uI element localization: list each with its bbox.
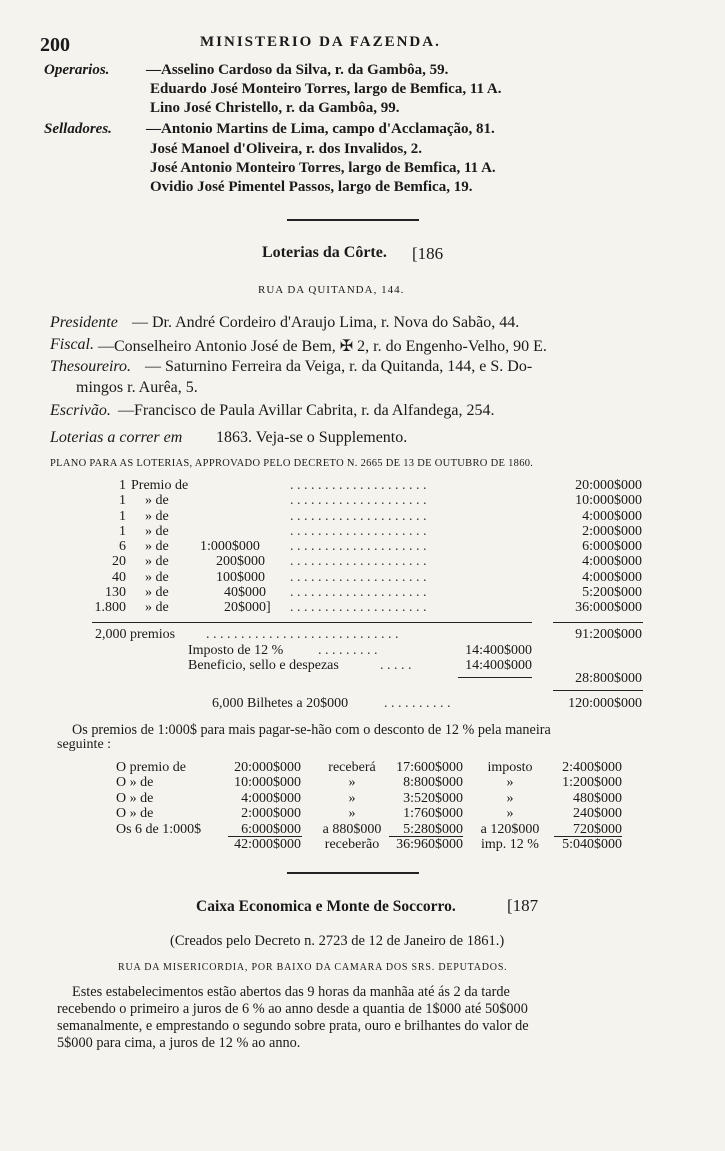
- desconto-cell: imposto: [487, 760, 533, 775]
- plano-label: » de: [145, 585, 169, 601]
- desconto-cell: 1:200$000: [562, 775, 622, 791]
- beneficio-value: 14:400$000: [465, 658, 532, 673]
- caixa-number: [187: [507, 896, 539, 915]
- selladores-label: Selladores.: [44, 121, 112, 137]
- plano-qty: 6: [119, 539, 126, 555]
- fiscal-label: Fiscal.: [50, 336, 94, 353]
- plano-rule: [553, 622, 643, 623]
- loterias-correr-label: Loterias a correr em: [50, 429, 183, 446]
- plano-total-column: [540, 478, 642, 616]
- beneficio-dots: . . . . .: [380, 658, 412, 673]
- loterias-address: RUA DA QUITANDA, 144.: [258, 284, 405, 296]
- desconto-text-2: seguinte :: [57, 737, 112, 752]
- caixa-text: recebendo o primeiro a juros de 6 % ao anno desde a quantia de 1$000 até 50$000: [57, 1001, 528, 1017]
- plano-qty-column: [80, 478, 126, 616]
- desconto-cell: O » de: [116, 790, 154, 806]
- caixa-text: 5$000 para cima, a juros de 12 % ao anno.: [57, 1035, 301, 1051]
- desconto-cell: 42:000$000: [234, 837, 301, 853]
- desconto-cell: 480$000: [573, 790, 622, 806]
- desconto-cell: »: [348, 806, 356, 822]
- plano-rule: [92, 622, 532, 623]
- plano-qty: 40: [112, 569, 126, 585]
- presidente-label: Presidente: [50, 314, 118, 331]
- desconto-col-c: [312, 760, 392, 852]
- desconto-cell: 5:040$000: [562, 837, 622, 853]
- desconto-cell: imp. 12 %: [481, 837, 539, 853]
- sellador-line: —Antonio Martins de Lima, campo d'Acclamação, 81.: [146, 121, 495, 137]
- desconto-col-d: [384, 760, 463, 852]
- desconto-cell: 8:800$000: [403, 775, 463, 791]
- plano-value: 40$000: [224, 585, 266, 601]
- desconto-cell: 5:280$000: [403, 821, 463, 837]
- loterias-correr-text: 1863. Veja-se o Supplemento.: [216, 429, 408, 446]
- page-number: 200: [40, 34, 70, 56]
- premios-label: 2,000 premios: [95, 627, 176, 642]
- operario-line: Eduardo José Monteiro Torres, largo de Bemfica, 11 A.: [150, 81, 502, 97]
- plano-heading: PLANO PARA AS LOTERIAS, APPROVADO PELO DECRETO N. 2665 DE 13 DE OUTUBRO DE 1860.: [50, 458, 534, 469]
- desconto-cell: 20:000$000: [234, 760, 301, 775]
- desconto-cell: 6:000$000: [241, 821, 301, 837]
- imposto-value: 14:400$000: [465, 643, 532, 658]
- plano-total: 10:000$000: [575, 493, 642, 509]
- plano-total: 4:000$000: [582, 508, 642, 524]
- operario-line: Lino José Christello, r. da Gambôa, 99.: [150, 100, 400, 116]
- desconto-cell: a 120$000: [480, 821, 540, 837]
- plano-qty: 1: [119, 478, 126, 493]
- plano-total: 20:000$000: [575, 478, 642, 493]
- plano-leader-dots: . . . . . . . . . . . . . . . . . . . . . . . . . . . . . . . . . . . . . . . . . . . . . . . . . . . . . . . . . . . . . . . . . . . . . . . . . . . . . . . . . . . . . . . . . . . . . . . . . . . . . . . . . . . . . . . . . . . . . . . . . . . . . . . . . . . . . . . . . . . . . . . . . . . . . . . . . . . . . . . . . . . . . . . . . . . . . . . . . . . .: [290, 478, 427, 616]
- caixa-text: semanalmente, e emprestando o segundo sobre prata, ouro e brilhantes do valor de: [57, 1018, 529, 1034]
- escrivao-label: Escrivão.: [50, 402, 111, 419]
- desconto-cell: O » de: [116, 806, 154, 822]
- desconto-cell: O premio de: [116, 760, 186, 775]
- imposto-label: Imposto de 12 %: [188, 643, 284, 658]
- imposto-dots: . . . . . . . . .: [318, 643, 378, 658]
- plano-value: [200, 509, 280, 524]
- plano-value: 20$000]: [224, 600, 271, 616]
- fiscal-text: —Conselheiro Antonio José de Bem, ✠ 2, r. do Engenho-Velho, 90 E.: [98, 338, 547, 355]
- desconto-cell: 2:000$000: [241, 806, 301, 822]
- plano-total: 4:000$000: [582, 569, 642, 585]
- plano-value-column: [200, 478, 280, 616]
- caixa-decree: (Creados pelo Decreto n. 2723 de 12 de Janeiro de 1861.): [170, 933, 505, 949]
- desconto-text: Os premios de 1:000$ para mais pagar-se-hão com o desconto de 12 % pela maneira: [72, 722, 551, 738]
- deductions-total: 28:800$000: [575, 671, 642, 686]
- desconto-cell: »: [348, 790, 356, 806]
- loterias-title: Loterias da Côrte.: [262, 244, 387, 261]
- plano-qty: 1: [119, 493, 126, 509]
- premios-total: 91:200$000: [575, 627, 642, 642]
- plano-total: 4:000$000: [582, 554, 642, 570]
- plano-qty: 1.800: [94, 600, 126, 616]
- caixa-address: RUA DA MISERICORDIA, POR BAIXO DA CAMARA DOS SRS. DEPUTADOS.: [118, 962, 508, 973]
- plano-total: 5:200$000: [582, 585, 642, 601]
- desconto-col-f: [548, 760, 622, 852]
- desconto-rule: [389, 836, 463, 837]
- desconto-cell: 36:960$000: [396, 837, 463, 853]
- beneficio-label: Beneficio, sello e despezas: [188, 658, 339, 673]
- desconto-cell: 1:760$000: [403, 806, 463, 822]
- plano-value: 200$000: [216, 554, 265, 570]
- operarios-label: Operarios.: [44, 62, 110, 78]
- plano-value: 1:000$000: [200, 539, 260, 555]
- bilhetes-label: 6,000 Bilhetes a 20$000: [212, 696, 349, 711]
- plano-qty: 1: [119, 508, 126, 524]
- desconto-cell: »: [506, 806, 514, 822]
- caixa-text: Estes estabelecimentos estão abertos das 9 horas da manhãa até ás 2 da tarde: [72, 984, 510, 1000]
- thesoureiro-label: Thesoureiro.: [50, 358, 132, 375]
- deductions-rule: [458, 677, 532, 678]
- premios-dots: . . . . . . . . . . . . . . . . . . . . . . . . . . . .: [206, 627, 399, 642]
- plano-label: » de: [145, 600, 169, 616]
- desconto-cell: 17:600$000: [396, 760, 463, 775]
- section-divider: [287, 872, 419, 874]
- desconto-col-e: [470, 760, 550, 852]
- loterias-number: [186: [412, 244, 444, 263]
- desconto-col-a: [116, 760, 211, 852]
- desconto-cell: [116, 837, 211, 852]
- plano-value: [200, 524, 280, 539]
- desconto-cell: receberá: [328, 760, 376, 775]
- escrivao-text: —Francisco de Paula Avillar Cabrita, r. da Alfandega, 254.: [118, 402, 495, 419]
- sellador-line: Ovidio José Pimentel Passos, largo de Bemfica, 19.: [150, 179, 473, 195]
- plano-label: » de: [145, 508, 169, 524]
- plano-total: 36:000$000: [575, 600, 642, 616]
- plano-label: » de: [145, 569, 169, 585]
- desconto-cell: 720$000: [573, 821, 622, 837]
- desconto-cell: »: [348, 775, 356, 791]
- desconto-cell: Os 6 de 1:000$: [116, 821, 202, 837]
- plano-label: » de: [145, 523, 169, 539]
- plano-total: 6:000$000: [582, 539, 642, 555]
- plano-label: Premio de: [131, 478, 189, 493]
- caixa-title: Caixa Economica e Monte de Soccorro.: [196, 898, 456, 915]
- sellador-line: José Antonio Monteiro Torres, largo de Bemfica, 11 A.: [150, 160, 496, 176]
- plano-qty: 130: [105, 585, 126, 601]
- presidente-text: — Dr. André Cordeiro d'Araujo Lima, r. Nova do Sabão, 44.: [132, 314, 520, 331]
- bilhetes-dots: . . . . . . . . . .: [384, 696, 451, 711]
- desconto-cell: a 880$000: [322, 821, 382, 837]
- plano-value: [200, 478, 280, 493]
- desconto-cell: »: [506, 775, 514, 791]
- thesoureiro-text: — Saturnino Ferreira da Veiga, r. da Quitanda, 144, e S. Do-: [145, 358, 533, 375]
- bilhetes-total: 120:000$000: [568, 696, 642, 711]
- plano-label: » de: [145, 554, 169, 570]
- operario-line: —Asselino Cardoso da Silva, r. da Gambôa, 59.: [146, 62, 449, 78]
- desconto-cell: »: [506, 790, 514, 806]
- desconto-cell: 2:400$000: [562, 760, 622, 775]
- plano-label: » de: [145, 539, 169, 555]
- desconto-cell: receberão: [324, 837, 380, 853]
- sellador-line: José Manoel d'Oliveira, r. dos Invalidos, 2.: [150, 141, 422, 157]
- plano-label: » de: [145, 493, 169, 509]
- desconto-cell: 3:520$000: [403, 790, 463, 806]
- desconto-rule: [228, 836, 302, 837]
- deductions-rule-2: [553, 690, 643, 691]
- desconto-cell: 240$000: [573, 806, 622, 822]
- thesoureiro-text-2: mingos r. Aurêa, 5.: [76, 379, 198, 396]
- desconto-cell: 4:000$000: [241, 790, 301, 806]
- plano-value: 100$000: [216, 569, 265, 585]
- desconto-cell: O » de: [116, 775, 154, 791]
- desconto-cell: 10:000$000: [234, 775, 301, 791]
- desconto-rule: [554, 836, 622, 837]
- plano-qty: 1: [119, 523, 126, 539]
- page-title: MINISTERIO DA FAZENDA.: [200, 34, 441, 50]
- plano-qty: 20: [112, 554, 126, 570]
- plano-value: [200, 493, 280, 508]
- desconto-col-b: [214, 760, 301, 852]
- plano-total: 2:000$000: [582, 523, 642, 539]
- section-divider: [287, 219, 419, 221]
